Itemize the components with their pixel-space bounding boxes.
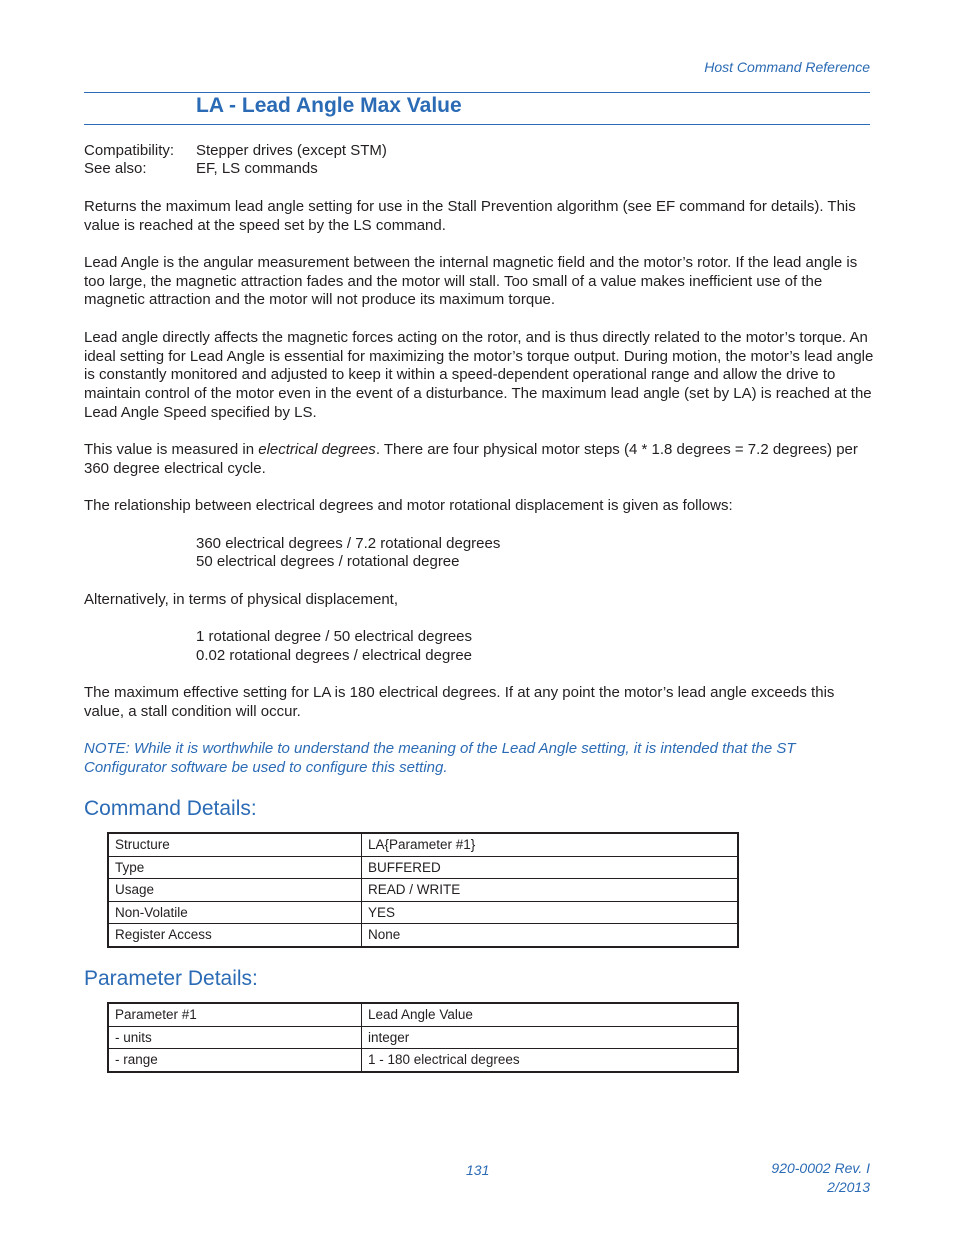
table-row (108, 879, 738, 902)
table-row (108, 833, 738, 856)
header-reference: Host Command Reference (704, 59, 870, 75)
table-row (108, 901, 738, 924)
row-label: Structure (108, 833, 362, 856)
paragraph-relationship: The relationship between electrical degrees and motor rotational displacement is given as follows: (84, 497, 733, 514)
table-row (108, 1026, 738, 1049)
row-value: BUFFERED (362, 856, 739, 879)
relation-line-2: 50 electrical degrees / rotational degree (196, 553, 460, 570)
paragraph-max-setting: The maximum effective setting for LA is 180 electrical degrees. If at any point the motor’s lead angle exceeds this value, a stall condition will occur. (84, 684, 835, 720)
command-details-heading: Command Details: (84, 797, 257, 820)
compatibility-label: Compatibility: (84, 142, 175, 159)
row-value: 1 - 180 electrical degrees (362, 1049, 739, 1072)
doc-revision: 920-0002 Rev. I (771, 1160, 870, 1176)
see-also-value: EF, LS commands (196, 160, 318, 177)
title-top-rule (84, 92, 870, 93)
alt-line-1: 1 rotational degree / 50 electrical degrees (196, 628, 473, 645)
title-bottom-rule (84, 124, 870, 125)
row-value: YES (362, 901, 739, 924)
row-label: Parameter #1 (108, 1003, 362, 1026)
page-title: LA - Lead Angle Max Value (196, 94, 462, 117)
p4-italic: electrical degrees (258, 441, 376, 458)
table-row (108, 856, 738, 879)
table-row (108, 1049, 738, 1072)
relation-line-1: 360 electrical degrees / 7.2 rotational degrees (196, 535, 501, 552)
paragraph-lead-angle-torque: Lead angle directly affects the magnetic forces acting on the rotor, and is thus directly related to the motor’s torque. An ideal setting for Lead Angle is essential for maximizing the motor’s torque output. During motion, the motor’s lead angle is constantly monitored and adjusted to keep it within a speed-dependent operational range and allow the drive to maintain control of the motor even in the event of a disturbance. The maximum lead angle (set by LA) is reached at the Lead Angle Speed specified by LS. (84, 329, 874, 421)
row-value: Lead Angle Value (362, 1003, 739, 1026)
row-label: Non-Volatile (108, 901, 362, 924)
row-label: Type (108, 856, 362, 879)
page-number: 131 (466, 1162, 490, 1178)
paragraph-alternatively: Alternatively, in terms of physical displacement, (84, 591, 399, 608)
row-value: integer (362, 1026, 739, 1049)
doc-revision-block (771, 1159, 870, 1197)
row-label: - range (108, 1049, 362, 1072)
row-value: READ / WRITE (362, 879, 739, 902)
row-label: Register Access (108, 924, 362, 947)
table-row (108, 924, 738, 947)
parameter-details-heading: Parameter Details: (84, 967, 258, 990)
row-value: None (362, 924, 739, 947)
p4-before: This value is measured in (84, 441, 259, 458)
note-configurator: NOTE: While it is worthwhile to understand the meaning of the Lead Angle setting, it is intended that the ST Configurator software be used to configure this setting. (84, 740, 796, 776)
paragraph-lead-angle-definition: Lead Angle is the angular measurement between the internal magnetic field and the motor’s rotor. If the lead angle is too large, the magnetic attraction fades and the motor will stall. Too small of a value makes inefficient use of the magnetic attraction and the motor will not produce its maximum torque. (84, 254, 858, 309)
see-also-label: See also: (84, 160, 147, 177)
parameter-details-table (107, 1002, 739, 1073)
paragraph-electrical-degrees (84, 441, 874, 478)
paragraph-intro: Returns the maximum lead angle setting for use in the Stall Prevention algorithm (see EF command for details). This value is reached at the speed set by the LS command. (84, 198, 856, 234)
doc-date: 2/2013 (827, 1179, 870, 1195)
row-value: LA{Parameter #1} (362, 833, 739, 856)
alt-line-2: 0.02 rotational degrees / electrical degree (196, 647, 473, 664)
p4-after: . There are four physical motor steps (4 * 1.8 degrees = 7.2 degrees) per 360 degree electrical cycle. (84, 441, 858, 477)
row-label: - units (108, 1026, 362, 1049)
command-details-table (107, 832, 739, 948)
row-label: Usage (108, 879, 362, 902)
table-row (108, 1003, 738, 1026)
compatibility-value: Stepper drives (except STM) (196, 142, 387, 159)
